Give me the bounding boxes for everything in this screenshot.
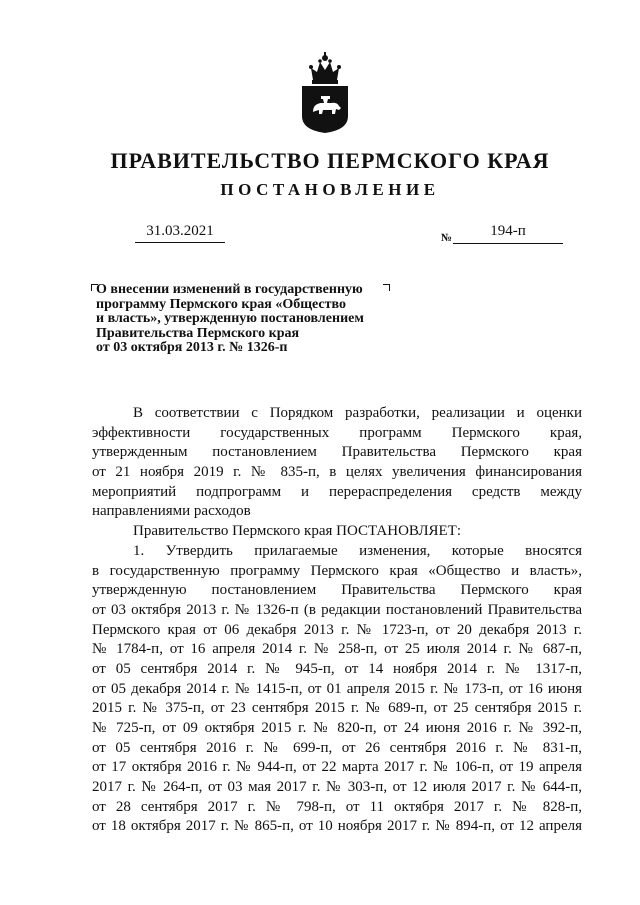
body-line: 2017 г. № 264-п, от 03 мая 2017 г. № 303-п, от 12 июля 2017 г. № 644-п, bbox=[92, 779, 582, 796]
number-underline bbox=[453, 243, 563, 244]
body-line: Правительство Пермского края ПОСТАНОВЛЯЕТ: bbox=[133, 523, 462, 540]
subject-line: Правительства Пермского края bbox=[96, 325, 300, 341]
body-line: 1. Утвердить прилагаемые изменения, которые вносятся bbox=[133, 542, 582, 559]
document-type: ПОСТАНОВЛЕНИЕ bbox=[220, 180, 440, 199]
subject-line: и власть», утвержденную постановлением bbox=[96, 311, 364, 327]
subject-line: О внесении изменений в государственную bbox=[96, 282, 363, 297]
number-sign: № bbox=[441, 232, 453, 244]
document-date-field bbox=[135, 222, 225, 243]
body-line: направлениями расходов bbox=[92, 503, 251, 520]
body-line: от 05 сентября 2014 г. № 945-п, от 14 ноября 2014 г. № 1317-п, bbox=[92, 660, 582, 677]
body-line: от 03 октября 2013 г. № 1326-п (в редакции постановлений Правительства bbox=[92, 601, 582, 618]
body-line: от 17 октября 2016 г. № 944-п, от 22 марта 2017 г. № 106-п, от 19 апреля bbox=[92, 759, 582, 776]
body-line: от 05 декабря 2014 г. № 1415-п, от 01 апреля 2015 г. № 173-п, от 16 июня bbox=[92, 680, 582, 697]
document-body bbox=[92, 404, 582, 837]
body-line: от 18 октября 2017 г. № 865-п, от 10 ноября 2017 г. № 894-п, от 12 апреля bbox=[92, 818, 582, 835]
subject-line: от 03 октября 2013 г. № 1326-п bbox=[96, 340, 288, 356]
body-line: от 28 сентября 2017 г. № 798-п, от 11 октября 2017 г. № 828-п, bbox=[92, 798, 582, 815]
document-number: 194-п bbox=[490, 223, 526, 239]
body-line: от 05 сентября 2016 г. № 699-п, от 26 сентября 2016 г. № 831-п, bbox=[92, 739, 582, 756]
document-date: 31.03.2021 bbox=[146, 223, 214, 239]
body-line: утвержденным постановлением Правительства Пермского края bbox=[92, 444, 582, 461]
coat-of-arms-emblem bbox=[299, 50, 351, 134]
subject-line: программу Пермского края «Общество bbox=[96, 296, 346, 312]
body-line: Пермского края от 06 декабря 2013 г. № 1723-п, от 20 декабря 2013 г. bbox=[92, 621, 582, 638]
body-line: В соответствии с Порядком разработки, реализации и оценки bbox=[133, 405, 582, 421]
date-underline bbox=[135, 242, 225, 243]
body-line: эффективности государственных программ Пермского края, bbox=[92, 424, 582, 441]
body-line: № 725-п, от 09 октября 2015 г. № 820-п, от 24 июня 2016 г. № 392-п, bbox=[92, 720, 582, 736]
document-subject bbox=[96, 283, 406, 356]
body-line: мероприятий подпрограмм и перераспределения средств между bbox=[92, 483, 582, 500]
body-line: № 1784-п, от 16 апреля 2014 г. № 258-п, от 25 июля 2014 г. № 687-п, bbox=[92, 641, 582, 658]
body-line: утвержденную постановлением Правительства Пермского края bbox=[92, 582, 582, 599]
body-line: в государственную программу Пермского края «Общество и власть», bbox=[92, 562, 582, 579]
government-title: ПРАВИТЕЛЬСТВО ПЕРМСКОГО КРАЯ bbox=[110, 148, 550, 173]
body-line: 2015 г. № 375-п, от 23 сентября 2015 г. № 689-п, от 25 сентября 2015 г. bbox=[92, 700, 582, 717]
body-line: от 21 ноября 2019 г. № 835-п, в целях увеличения финансирования bbox=[92, 464, 582, 481]
